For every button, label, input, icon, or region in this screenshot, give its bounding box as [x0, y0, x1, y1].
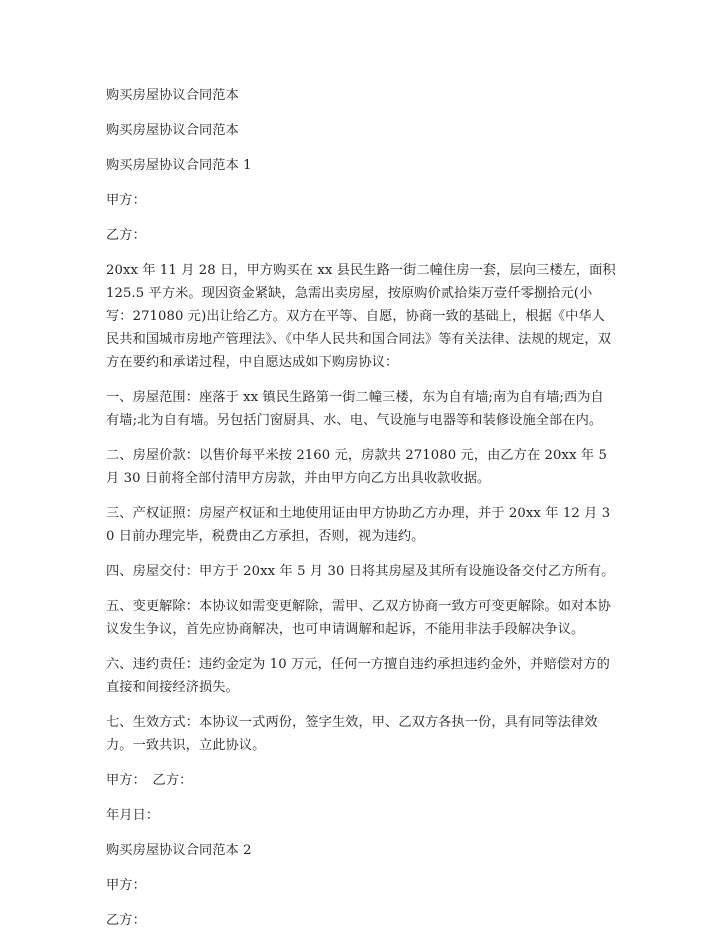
clause-effectiveness: 七、生效方式：本协议一式两份，签字生效，甲、乙双方各执一份，具有同等法律效力。一致共识，立此协议。 — [106, 715, 598, 753]
clause-house-scope: 一、房屋范围：座落于 xx 镇民生路第一街二幢三楼，东为自有墙;南为自有墙;西为自有墙;北为自有墙。另包括门窗厨具、水、电、气设施与电器等和装修设施全部在内。 — [106, 390, 604, 428]
clause-change-termination: 五、变更解除：本协议如需变更解除，需甲、乙双方协商一致方可变更解除。如对本协议发生争议，首先应协商解决，也可申请调解和起诉，不能用非法手段解决争议。 — [106, 599, 611, 637]
party-b-line-2: 乙方： — [106, 913, 146, 928]
party-b-line: 乙方： — [106, 228, 146, 243]
clause-house-price: 二、房屋价款：以售价每平米按 2160 元，房款共 271080 元，由乙方在 20xx 年 5 月 30 日前将全部付清甲方房款，并由甲方向乙方出具收款收据。 — [106, 448, 607, 486]
clause-house-delivery: 四、房屋交付：甲方于 20xx 年 5 月 30 日将其房屋及其所有设施设备交付乙方所有。 — [106, 564, 615, 579]
date-line: 年月日： — [106, 808, 160, 823]
party-a-line: 甲方： — [106, 193, 146, 208]
document-body — [106, 84, 616, 944]
party-a-line-2: 甲方： — [106, 878, 146, 893]
document-title: 购买房屋协议合同范本 — [106, 88, 239, 103]
sample-1-heading: 购买房屋协议合同范本 1 — [106, 158, 252, 173]
intro-paragraph: 20xx 年 11 月 28 日，甲方购买在 xx 县民生路一街二幢住房一套，层向三楼左，面积 125.5 平方米。现因资金紧缺，急需出卖房屋，按原购价贰拾柒万壹仟零捌拾元(小写：271080 元)出让给乙方。双方在平等、自愿，协商一致的基础上，根据《中华人民共和国城市房地产管理法》、《中华人民共和国合同法》等有关法律、法规的规定，双方在要约和承诺过程，中自愿达成如下购房协议： — [106, 263, 616, 370]
document-subtitle: 购买房屋协议合同范本 — [106, 123, 239, 138]
clause-breach-liability: 六、违约责任：违约金定为 10 万元，任何一方擅自违约承担违约金外，并赔偿对方的直接和间接经济损失。 — [106, 657, 610, 695]
clause-property-certificate: 三、产权证照：房屋产权证和土地使用证由甲方协助乙方办理，并于 20xx 年 12 月 30 日前办理完毕，税费由乙方承担，否则，视为违约。 — [106, 506, 611, 544]
signature-line: 甲方： 乙方： — [106, 773, 193, 788]
sample-2-heading: 购买房屋协议合同范本 2 — [106, 843, 252, 858]
